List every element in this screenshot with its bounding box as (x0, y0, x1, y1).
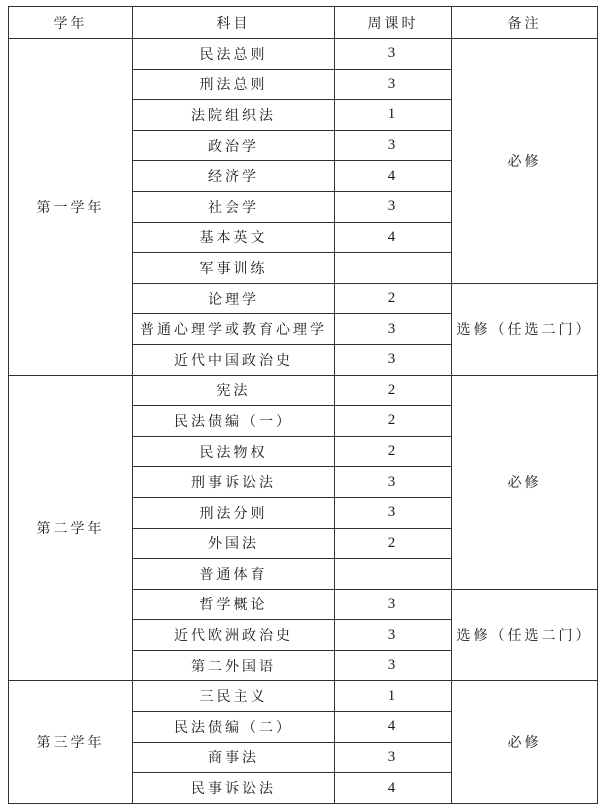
table-row (9, 375, 598, 406)
table-row (9, 39, 598, 70)
hours-cell: 3 (335, 620, 452, 651)
hours-cell: 3 (335, 589, 452, 620)
hours-cell: 3 (335, 344, 452, 375)
hours-cell: 2 (335, 436, 452, 467)
curriculum-table (8, 6, 598, 804)
subject-cell: 普通心理学或教育心理学 (133, 314, 335, 345)
year-cell: 第一学年 (9, 39, 133, 376)
subject-cell: 论理学 (133, 283, 335, 314)
header-note: 备注 (452, 7, 598, 39)
hours-cell: 3 (335, 314, 452, 345)
subject-cell: 刑法总则 (133, 69, 335, 100)
hours-cell: 2 (335, 375, 452, 406)
hours-cell: 4 (335, 161, 452, 192)
subject-cell: 民事诉讼法 (133, 773, 335, 804)
subject-cell: 宪法 (133, 375, 335, 406)
subject-cell: 民法物权 (133, 436, 335, 467)
hours-cell (335, 253, 452, 284)
hours-cell: 1 (335, 100, 452, 131)
subject-cell: 军事训练 (133, 253, 335, 284)
hours-cell: 4 (335, 712, 452, 743)
subject-cell: 刑事诉讼法 (133, 467, 335, 498)
hours-cell: 3 (335, 467, 452, 498)
subject-cell: 法院组织法 (133, 100, 335, 131)
subject-cell: 近代欧洲政治史 (133, 620, 335, 651)
year-cell: 第二学年 (9, 375, 133, 681)
subject-cell: 三民主义 (133, 681, 335, 712)
subject-cell: 政治学 (133, 130, 335, 161)
subject-cell: 经济学 (133, 161, 335, 192)
header-hours: 周课时 (335, 7, 452, 39)
hours-cell: 3 (335, 39, 452, 70)
note-cell: 必修 (452, 681, 598, 803)
subject-cell: 第二外国语 (133, 650, 335, 681)
hours-cell: 3 (335, 191, 452, 222)
table-row (9, 681, 598, 712)
subject-cell: 普通体育 (133, 559, 335, 590)
header-row (9, 7, 598, 39)
subject-cell: 商事法 (133, 742, 335, 773)
hours-cell: 1 (335, 681, 452, 712)
hours-cell (335, 559, 452, 590)
subject-cell: 基本英文 (133, 222, 335, 253)
hours-cell: 3 (335, 497, 452, 528)
header-year: 学年 (9, 7, 133, 39)
hours-cell: 3 (335, 130, 452, 161)
header-subject: 科目 (133, 7, 335, 39)
subject-cell: 民法债编（二） (133, 712, 335, 743)
note-cell: 选修（任选二门） (452, 589, 598, 681)
note-cell: 必修 (452, 375, 598, 589)
table-body (9, 39, 598, 804)
subject-cell: 民法债编（一） (133, 406, 335, 437)
hours-cell: 2 (335, 283, 452, 314)
hours-cell: 4 (335, 222, 452, 253)
note-cell: 选修（任选二门） (452, 283, 598, 375)
hours-cell: 3 (335, 69, 452, 100)
hours-cell: 3 (335, 742, 452, 773)
hours-cell: 2 (335, 528, 452, 559)
hours-cell: 4 (335, 773, 452, 804)
subject-cell: 近代中国政治史 (133, 344, 335, 375)
hours-cell: 2 (335, 406, 452, 437)
hours-cell: 3 (335, 650, 452, 681)
subject-cell: 刑法分则 (133, 497, 335, 528)
subject-cell: 哲学概论 (133, 589, 335, 620)
note-cell: 必修 (452, 39, 598, 284)
year-cell: 第三学年 (9, 681, 133, 803)
subject-cell: 社会学 (133, 191, 335, 222)
subject-cell: 外国法 (133, 528, 335, 559)
subject-cell: 民法总则 (133, 39, 335, 70)
